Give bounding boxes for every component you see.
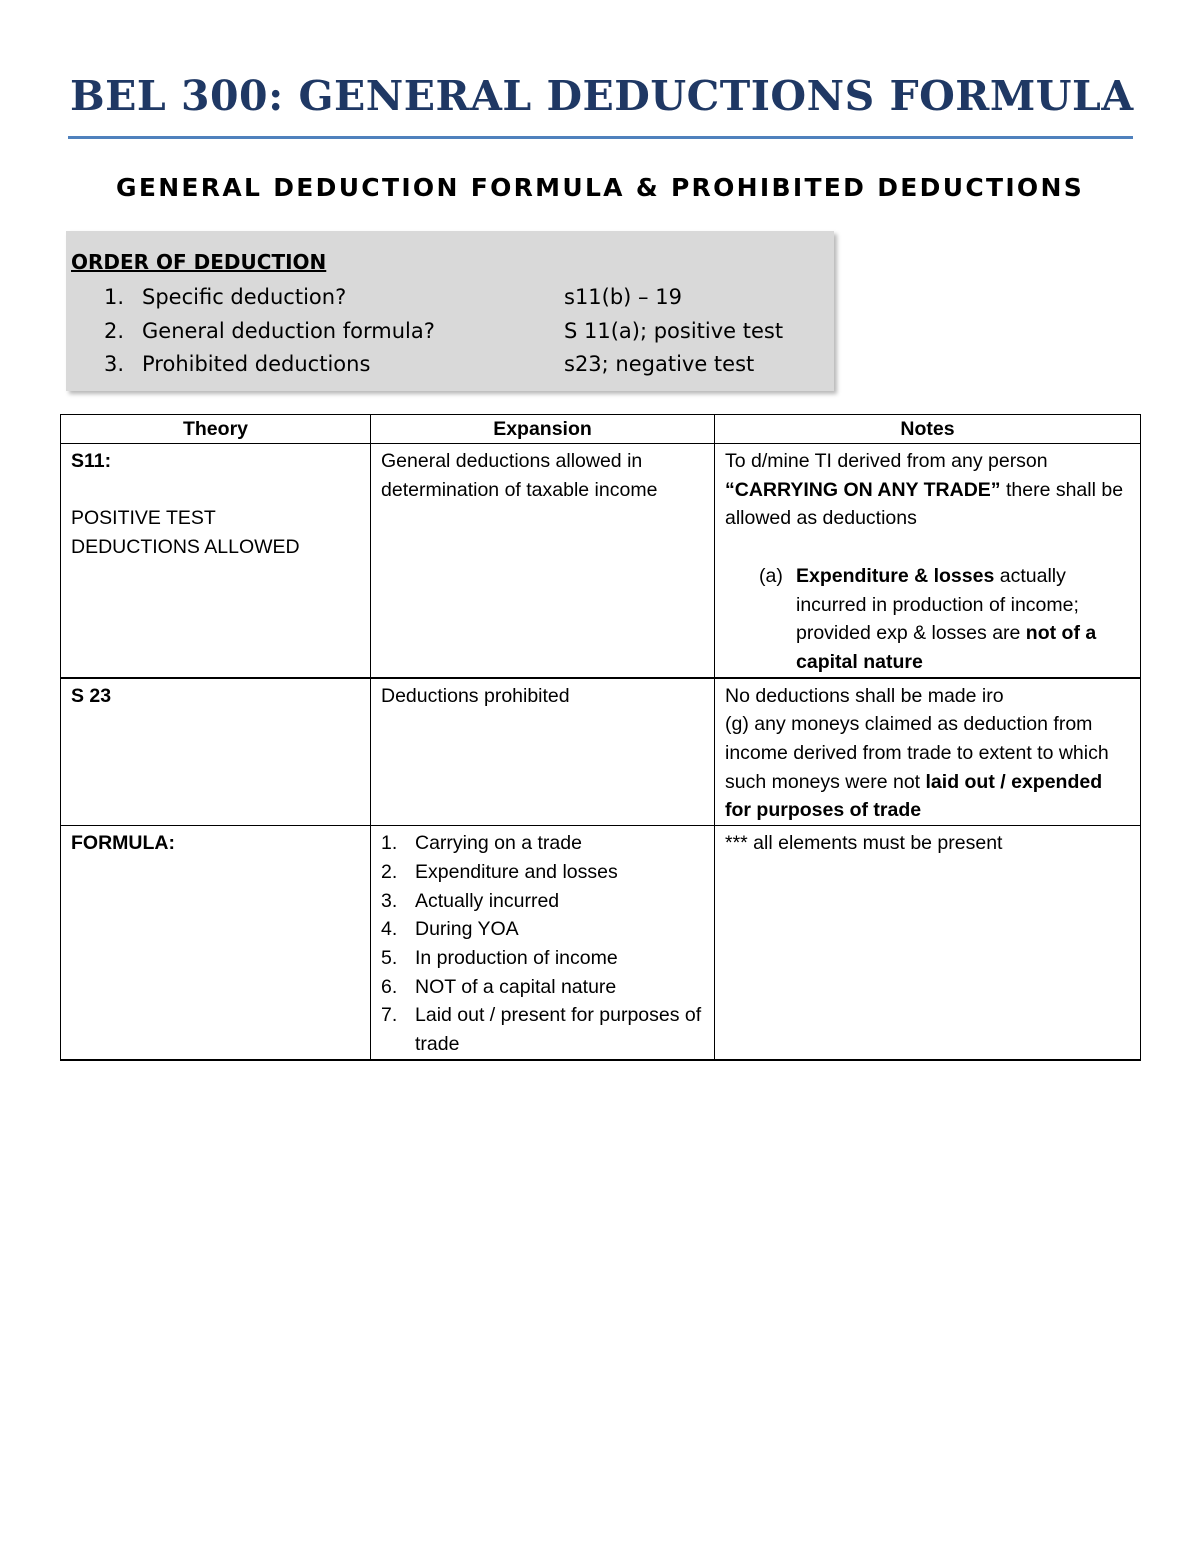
theory-title: FORMULA: (71, 832, 175, 855)
table-row-s11 (61, 444, 1141, 678)
list-item-number: 4. (381, 918, 398, 941)
theory-line: DEDUCTIONS ALLOWED (71, 536, 300, 559)
notes-intro (725, 447, 1130, 533)
table-row-s23 (61, 678, 1141, 826)
expansion-cell (371, 826, 715, 1060)
list-item-text: Laid out / present for purposes of trade (415, 1004, 702, 1056)
list-item (381, 858, 704, 887)
formula-elements-list (381, 829, 704, 1059)
order-item-reference: s23; negative test (564, 352, 755, 376)
list-item-text: NOT of a capital nature (415, 975, 617, 998)
list-item (381, 829, 704, 858)
spacer (725, 533, 1130, 562)
theory-cell (61, 444, 371, 678)
list-item-text: Actually incurred (415, 889, 560, 912)
title-rule (68, 136, 1133, 139)
order-item-number: 2. (104, 318, 125, 343)
order-item (66, 281, 834, 315)
notes-bold-text: Expenditure & losses (796, 564, 995, 587)
notes-bold-text: “CARRYING ON ANY TRADE” (725, 478, 1001, 501)
order-item-label: General deduction formula? (142, 318, 435, 343)
list-item-text: In production of income (415, 946, 618, 969)
order-item-reference: S 11(a); positive test (564, 318, 784, 343)
theory-line: POSITIVE TEST (71, 507, 216, 530)
order-of-deduction-box (66, 231, 834, 391)
table-header-row (61, 415, 1141, 444)
notes-text: To d/mine TI derived from any person (725, 450, 1048, 472)
notes-text: (g) any moneys claimed as deduction from income derived from trade to extent to which such moneys were not (725, 713, 1109, 793)
table-row-formula (61, 826, 1141, 1060)
order-item-label: Prohibited deductions (142, 352, 371, 376)
list-item-text: Expenditure and losses (415, 860, 618, 883)
notes-cell (715, 826, 1141, 1060)
column-header-expansion: Expansion (371, 415, 715, 444)
list-item (381, 915, 704, 944)
list-item (381, 887, 704, 916)
list-item-number: 7. (381, 1004, 398, 1027)
order-item-reference: s11(b) – 19 (564, 285, 682, 309)
list-item (381, 944, 704, 973)
list-item-number: 5. (381, 946, 398, 969)
order-list (66, 281, 834, 382)
spacer (71, 476, 360, 505)
page-subtitle: GENERAL DEDUCTION FORMULA & PROHIBITED DEDUCTIONS (116, 173, 1084, 202)
list-item-text: During YOA (415, 918, 519, 941)
list-item-number: 3. (381, 889, 398, 912)
order-item (66, 315, 834, 349)
theory-title: S 23 (71, 684, 112, 707)
notes-cell (715, 678, 1141, 826)
paragraph-marker: (a) (759, 564, 783, 587)
page-title: BEL 300: GENERAL DEDUCTIONS FORMULA (70, 72, 1134, 120)
notes-bold-text: laid out / expended for purposes of trade (725, 770, 1103, 822)
notes-line: No deductions shall be made iro (725, 684, 1004, 707)
expansion-text: Deductions prohibited (381, 684, 570, 707)
list-item-number: 1. (381, 832, 398, 855)
list-item-number: 2. (381, 860, 398, 883)
order-item-label: Specific deduction? (142, 285, 347, 309)
list-item (381, 973, 704, 1002)
notes-text: actually incurred in production of income; provided exp & losses are (796, 564, 1079, 645)
notes-paragraph (725, 710, 1130, 825)
expansion-cell (371, 444, 715, 678)
theory-cell (61, 678, 371, 826)
notes-text: there shall be allowed as deductions (725, 478, 1124, 530)
list-item-text: Carrying on a trade (415, 832, 582, 855)
expansion-cell (371, 678, 715, 826)
order-item-number: 1. (104, 285, 125, 309)
order-heading: ORDER OF DEDUCTION (71, 250, 327, 274)
column-header-notes: Notes (715, 415, 1141, 444)
paragraph-a (725, 562, 1130, 677)
theory-title: S11: (71, 450, 112, 472)
notes-text: *** all elements must be present (725, 832, 1003, 855)
notes-bold-text: not of a capital nature (796, 622, 1097, 673)
list-item (381, 1001, 704, 1058)
notes-cell (715, 444, 1141, 678)
order-item (66, 348, 834, 382)
column-header-theory: Theory (61, 415, 371, 444)
theory-cell (61, 826, 371, 1060)
deductions-table (60, 414, 1141, 1061)
expansion-text: General deductions allowed in determination of taxable income (381, 450, 658, 501)
list-item-number: 6. (381, 975, 398, 998)
order-item-number: 3. (104, 352, 125, 376)
